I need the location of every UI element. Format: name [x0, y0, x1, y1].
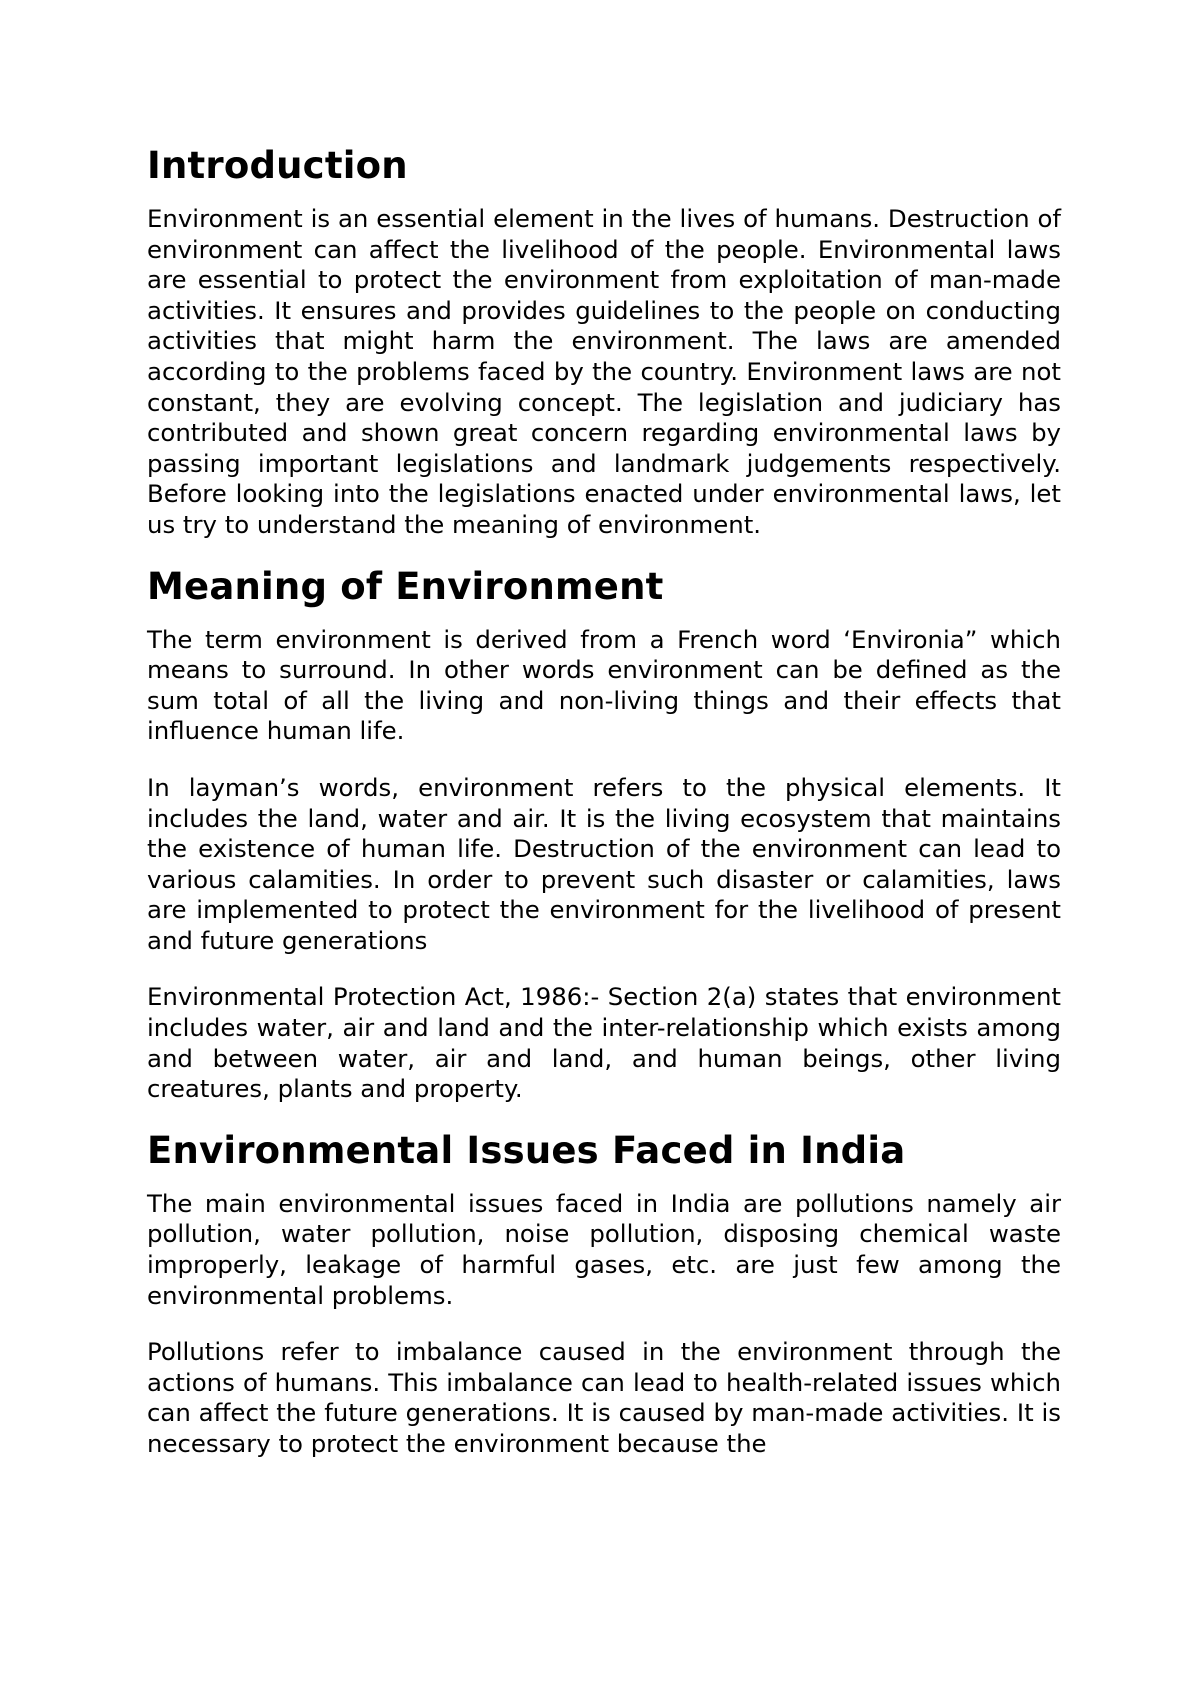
- paragraph-protection-act: Environmental Protection Act, 1986:- Section 2(a) states that environment includes water, air and land and the inter-relationship which exists among and between water, air and land, and human beings, other living creatures, plants and property.: [147, 982, 1061, 1104]
- section-heading-meaning-of-environment: Meaning of Environment: [147, 564, 664, 608]
- document-page: [147, 140, 1061, 1460]
- section-heading-environmental-issues: Environmental Issues Faced in India: [147, 1128, 906, 1172]
- paragraph-introduction: Environment is an essential element in the lives of humans. Destruction of environment can affect the livelihood of the people. Environmental laws are essential to protect the environment from exploitation of man-made activities. It ensures and provides guidelines to the people on conducting activities that might harm the environment. The laws are amended according to the problems faced by the country. Environment laws are not constant, they are evolving concept. The legislation and judiciary has contributed and shown great concern regarding environmental laws by passing important legislations and landmark judgements respectively. Before looking into the legislations enacted under environmental laws, let us try to understand the meaning of environment.: [147, 204, 1061, 539]
- section-heading-introduction: Introduction: [147, 144, 408, 187]
- paragraph-pollutions: Pollutions refer to imbalance caused in the environment through the actions of humans. This imbalance can lead to health-related issues which can affect the future generations. It is caused by man-made activities. It is necessary to protect the environment because the: [147, 1337, 1061, 1458]
- paragraph-term-environment: The term environment is derived from a French word ‘Environia” which means to surround. In other words environment can be defined as the sum total of all the living and non-living things and their effects that influence human life.: [147, 624, 1061, 746]
- paragraph-laymans-words: In layman’s words, environment refers to the physical elements. It includes the land, water and air. It is the living ecosystem that maintains the existence of human life. Destruction of the environment can lead to various calamities. In order to prevent such disaster or calamities, laws are implemented to protect the environment for the livelihood of present and future generations: [147, 772, 1061, 955]
- paragraph-main-issues: The main environmental issues faced in India are pollutions namely air pollution, water pollution, noise pollution, disposing chemical waste improperly, leakage of harmful gases, etc. are just few among the environmental problems.: [147, 1188, 1061, 1310]
